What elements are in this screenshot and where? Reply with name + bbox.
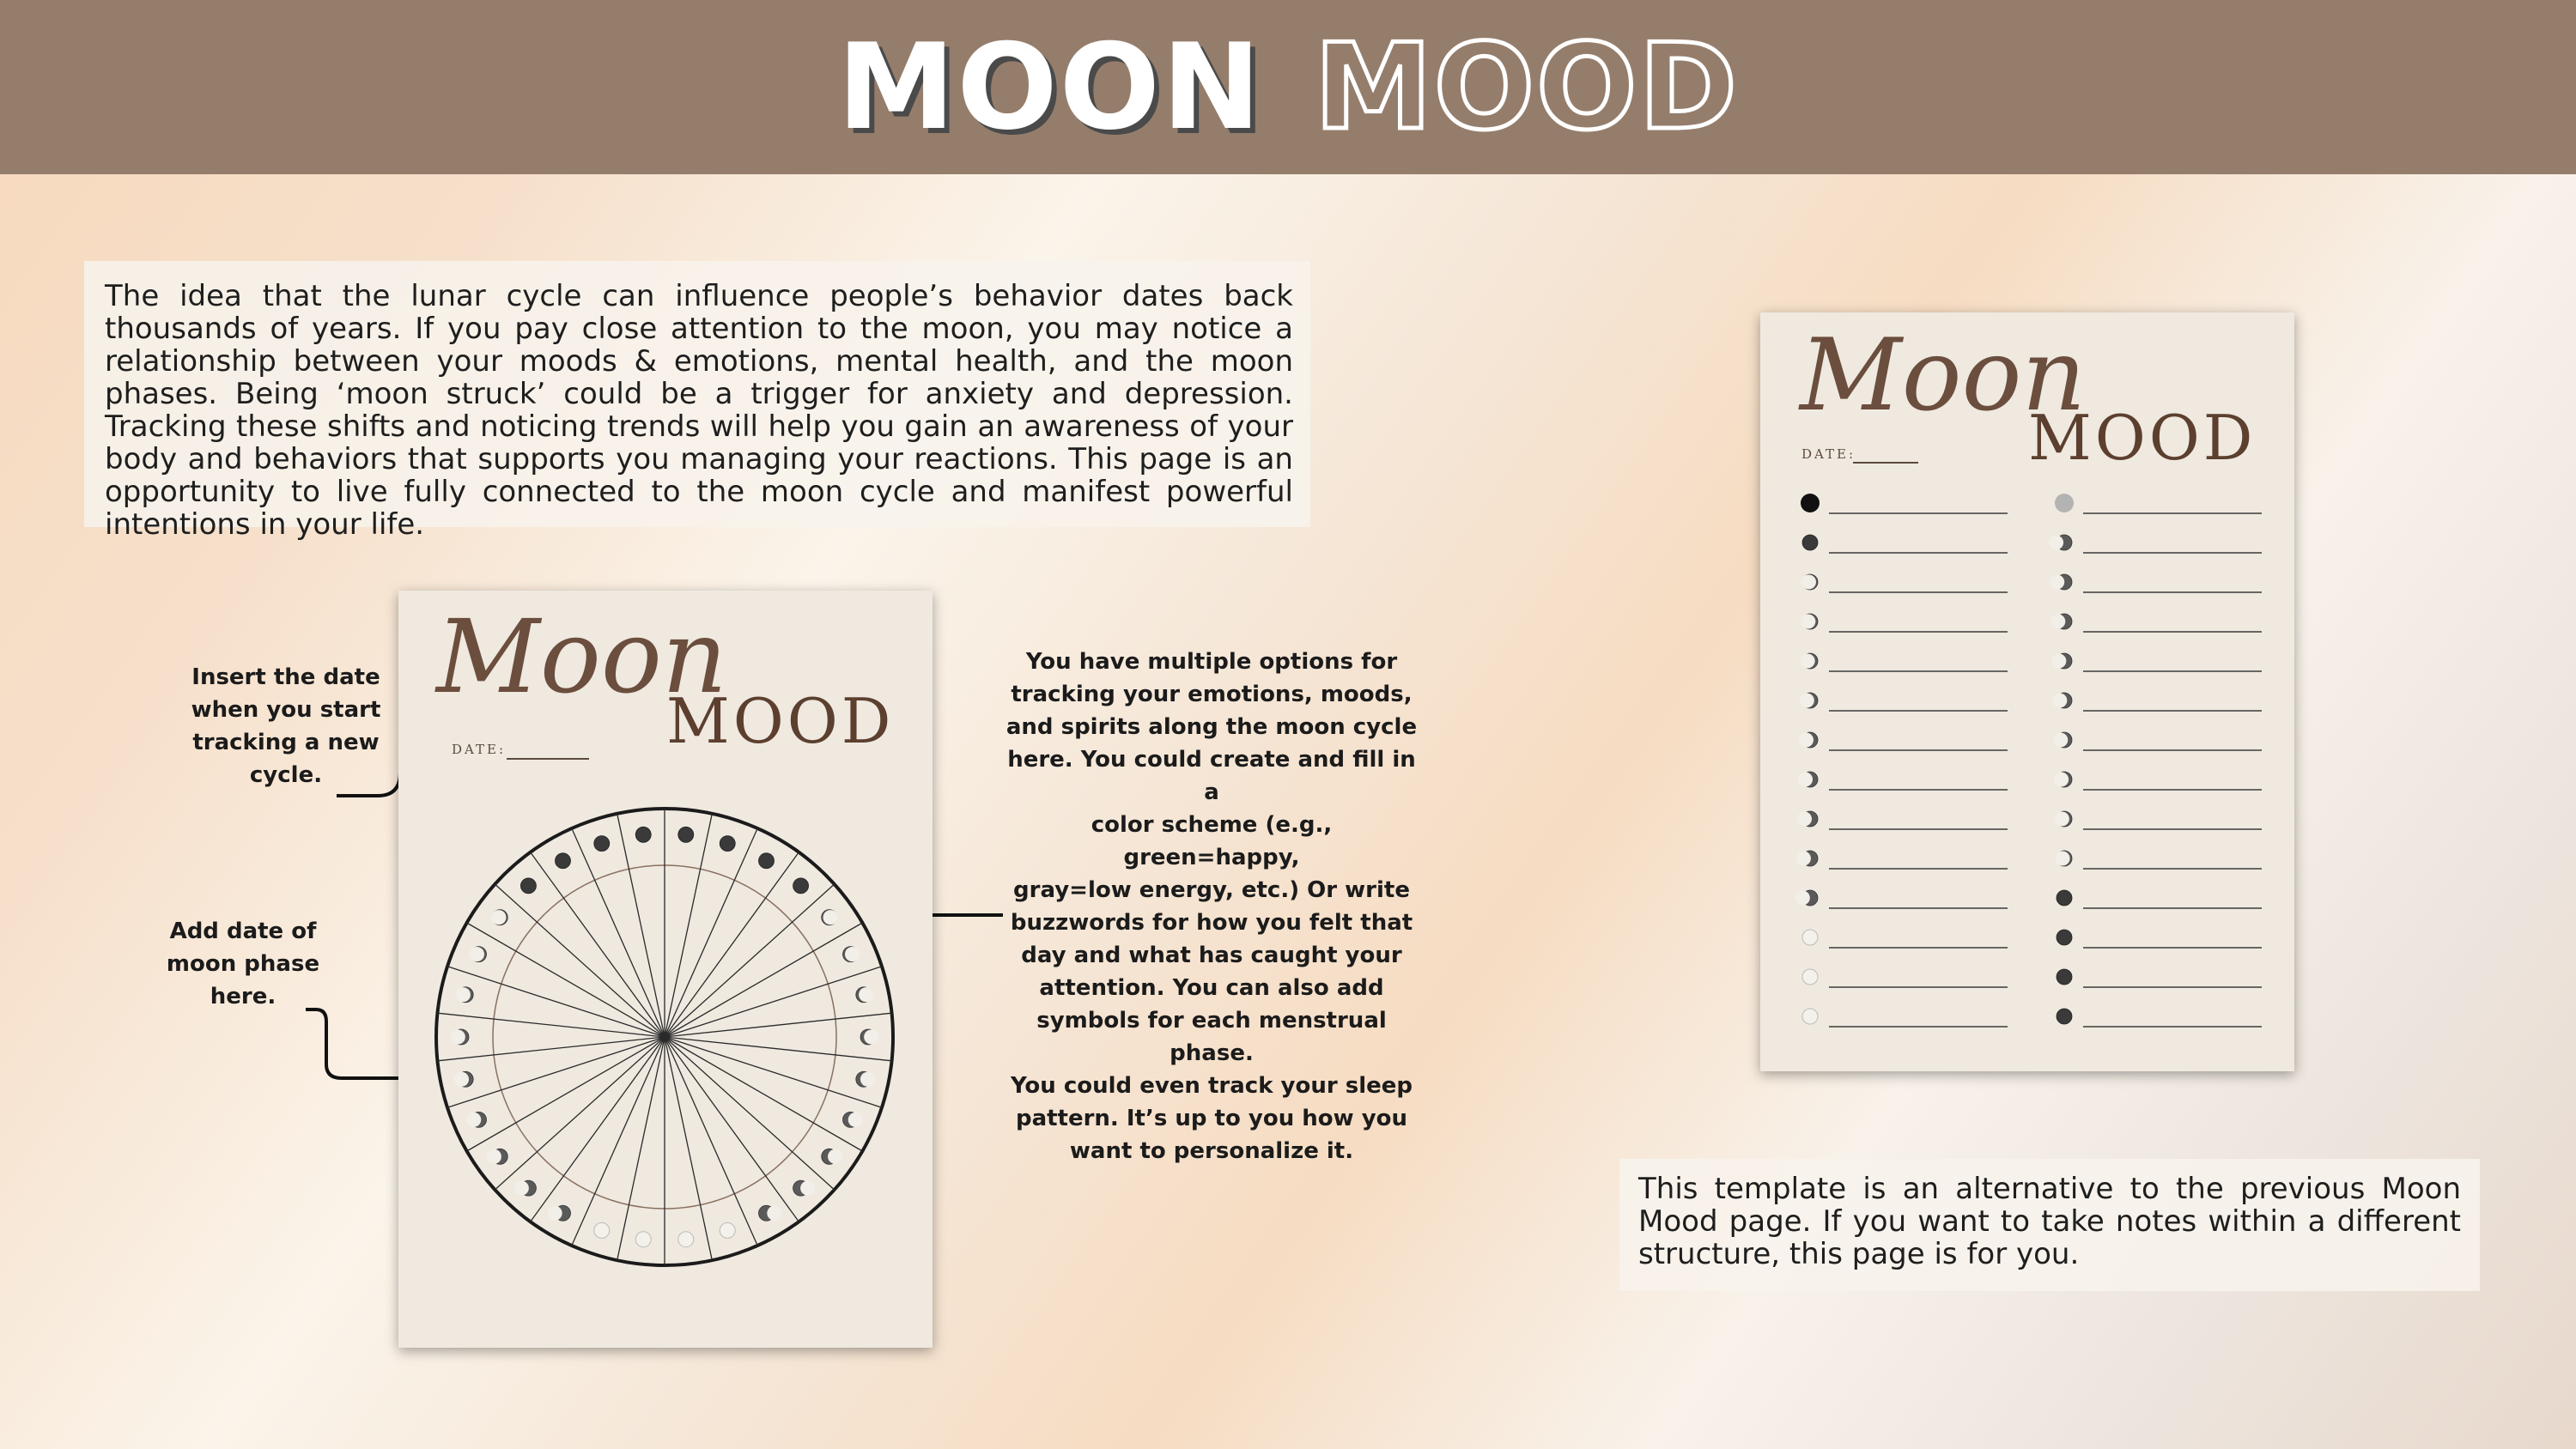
callout-options-line: here. You could create and fill in a [1007, 747, 1416, 805]
moon-phase-icon [2057, 969, 2072, 985]
card2-mood-title: MOOD [2028, 402, 2257, 474]
callout-date-line: Insert the date [191, 664, 380, 690]
moon-phase-icon [1798, 772, 1818, 787]
moon-phase-icon [470, 947, 487, 962]
wheel-spoke [447, 1037, 665, 1107]
wheel-spoke [572, 828, 665, 1037]
moon-phase-icon [635, 1232, 651, 1247]
wheel-spoke [665, 967, 882, 1037]
moon-phase-list [1760, 484, 2294, 1051]
callout-date-line: tracking a new [192, 730, 380, 755]
moon-phase-icon [678, 827, 694, 842]
wheel-spoke [665, 884, 835, 1037]
moon-phase-icon [2049, 535, 2072, 550]
moon-phase-icon [793, 1180, 816, 1196]
title-moon: MOON [837, 18, 1263, 156]
moon-list-template [1760, 312, 2294, 1071]
moon-phase-icon [856, 987, 873, 1003]
moon-phase-icon [843, 947, 860, 962]
moon-phase-icon [860, 1029, 878, 1045]
moon-phase-icon [594, 836, 610, 852]
moon-phase-icon [548, 1205, 571, 1221]
callout-options-line: color scheme (e.g., green=happy, [1091, 812, 1333, 870]
moon-phase-icon [1802, 969, 1818, 985]
wheel-spoke [495, 884, 665, 1037]
callout-date-line: cycle. [249, 762, 323, 788]
moon-phase-wheel [433, 805, 896, 1269]
moon-phase-icon [720, 836, 735, 852]
moon-phase-icon [1802, 1009, 1818, 1024]
card1-date-text: DATE: [452, 742, 507, 757]
moon-phase-icon [759, 1205, 782, 1221]
callout-options-line: want to personalize it. [1069, 1138, 1354, 1164]
moon-phase-icon [594, 1222, 610, 1238]
moon-phase-icon [1802, 535, 1818, 550]
moon-phase-icon [822, 910, 838, 925]
alternative-text: This template is an alternative to the previous Moon Mood page. If you want to take notes within a different structure, this page is for you. [1619, 1159, 2480, 1291]
callout-phase-line: here. [210, 984, 276, 1009]
moon-phase-icon [1797, 811, 1818, 827]
card2-script-title: Moon [1800, 318, 2087, 433]
moon-phase-icon [2057, 890, 2072, 906]
moon-wheel-template [398, 591, 933, 1348]
wheel-spoke [665, 1037, 835, 1190]
callout-options-line: day and what has caught your [1021, 943, 1402, 968]
moon-phase-icon [793, 878, 809, 894]
moon-phase-icon [2054, 772, 2072, 787]
moon-phase-icon [2055, 494, 2074, 512]
moon-phase-icon [454, 1071, 473, 1087]
moon-phase-icon [2050, 614, 2072, 629]
moon-phase-icon [487, 1149, 507, 1164]
callout-phase-line: moon phase [166, 951, 320, 977]
wheel-spoke [665, 828, 757, 1037]
moon-phase-icon [491, 910, 507, 925]
callout-options-line: attention. You can also add [1039, 975, 1384, 1001]
moon-phase-icon [678, 1232, 694, 1247]
moon-phase-icon [843, 1112, 863, 1127]
moon-phase-icon [2057, 930, 2072, 945]
wheel-spoke [495, 1037, 665, 1190]
callout-options-line: tracking your emotions, moods, [1011, 682, 1413, 707]
moon-phase-icon [2050, 574, 2072, 590]
card2-date-text: DATE: [1801, 446, 1856, 462]
wheel-spoke [665, 1037, 882, 1107]
moon-phase-icon [759, 853, 775, 869]
wheel-spoke [447, 967, 665, 1037]
callout-options-line: buzzwords for how you felt that [1010, 910, 1413, 936]
moon-phase-icon [635, 827, 651, 842]
moon-phase-icon [466, 1112, 486, 1127]
moon-phase-icon [2051, 653, 2072, 669]
moon-phase-icon [514, 1180, 537, 1196]
moon-phase-icon [1799, 732, 1818, 748]
moon-phase-icon [1801, 653, 1818, 669]
moon-phase-icon [1801, 494, 1820, 512]
callout-options-line: You have multiple options for [1025, 649, 1398, 675]
moon-phase-icon [2055, 851, 2072, 866]
moon-phase-icon [822, 1149, 842, 1164]
callout-options-line: symbols for each menstrual phase. [1036, 1008, 1387, 1066]
title-mood: MOOD [1314, 18, 1739, 156]
wheel-spoke [572, 1037, 665, 1246]
card2-date-line [1853, 462, 1918, 464]
moon-phase-icon [1801, 574, 1818, 590]
callout-phase-line: Add date of [169, 919, 317, 944]
moon-phase-icon [1802, 930, 1818, 945]
card1-date-label [452, 742, 506, 757]
callout-options-line: and spirits along the moon cycle [1005, 714, 1418, 740]
moon-phase-icon [720, 1222, 735, 1238]
card1-script-title: Moon [436, 597, 727, 716]
moon-phase-icon [856, 1071, 875, 1087]
moon-phase-icon [1796, 851, 1818, 866]
moon-phase-icon [451, 1029, 469, 1045]
wheel-spoke [665, 1037, 757, 1246]
moon-phase-icon [2055, 811, 2072, 827]
moon-phase-icon [1801, 614, 1818, 629]
moon-phase-icon [1800, 693, 1818, 708]
card1-date-line [507, 758, 589, 760]
card1-mood-title: MOOD [666, 685, 895, 757]
moon-phase-icon [556, 853, 571, 869]
callout-date-line: when you start [191, 697, 381, 723]
callout-options-line: You could even track your sleep [1010, 1073, 1413, 1099]
moon-phase-icon [1795, 890, 1818, 906]
moon-phase-icon [2052, 693, 2072, 708]
moon-phase-icon [520, 878, 536, 894]
moon-phase-icon [2057, 1009, 2072, 1024]
callout-options-line: pattern. It’s up to you how you [1015, 1106, 1408, 1131]
moon-phase-icon [2053, 732, 2072, 748]
card2-date-label [1801, 446, 1856, 462]
callout-options-line: gray=low energy, etc.) Or write [1013, 877, 1410, 903]
moon-phase-icon [456, 987, 473, 1003]
intro-text: The idea that the lunar cycle can influence people’s behavior dates back thousands of years. If you pay close attention to the moon, you may notice a relationship between your moods & emotions, mental health, and the moon phases. Being ‘moon struck’ could be a trigger for anxiety and depression. Tracking these shifts and noticing trends will help you gain an awareness of your body and behaviors that supports you managing your reactions. This page is an opportunity to live fully connected to the moon cycle and manifest powerful intentions in your life. [84, 261, 1310, 527]
